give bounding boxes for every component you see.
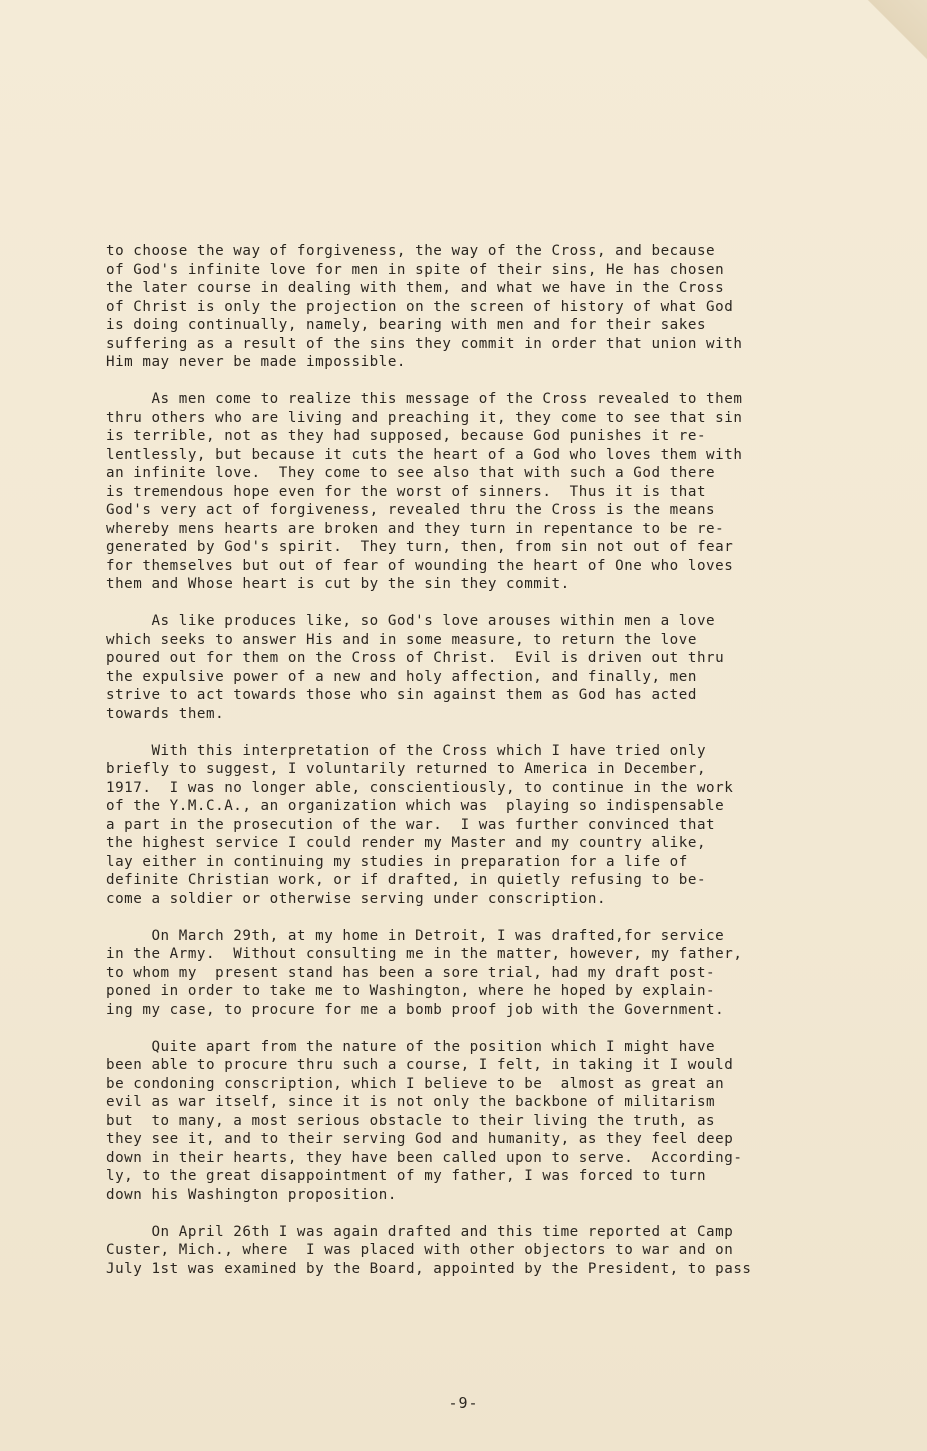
paragraph-2: As men come to realize this message of the Cross revealed to them thru others who are living and preaching it, they come to see that sin is terrible, not as they had supposed, because God punishes it re- lentlessly, but because it cuts the heart of a God who loves them with an infinite love. They come to see also that with such a God there is tremendous hope even for the worst of sinners. Thus it is that God's very act of forgiveness, revealed thru the Cross is the means whereby mens hearts are broken and they turn in repentance to be re- generated by God's spirit. They turn, then, from sin not out of fear for themselves but out of fear of wounding the heart of One who loves them and Whose heart is cut by the sin they commit.	[106, 391, 743, 592]
paragraph-1: to choose the way of forgiveness, the way of the Cross, and because of God's infinite love for men in spite of their sins, He has chosen the later course in dealing with them, and what we have in the Cross of Christ is only the projection on the screen of history of what God is doing continually, namely, bearing with men and for their sakes suffering as a result of the sins they commit in order that union with Him may never be made impossible.	[106, 243, 743, 370]
page-number: -9-	[448, 1394, 479, 1412]
page-corner-fold	[867, 0, 927, 70]
paragraph-7: On April 26th I was again drafted and this time reported at Camp Custer, Mich., where I was placed with other objectors to war and on July 1st was examined by the Board, appointed by the President, to pass	[106, 1223, 752, 1277]
paragraph-4: With this interpretation of the Cross which I have tried only briefly to suggest, I voluntarily returned to America in December, 1917. I was no longer able, conscientiously, to continue in the work of the Y.M.C.A., an organization which was playing so indispensable a part in the prosecution of the war. I was further convinced that the highest service I could render my Master and my country alike, lay either in continuing my studies in preparation for a life of definite Christian work, or if drafted, in quietly refusing to be- come a soldier or otherwise serving under conscription.	[106, 742, 734, 907]
paragraph-5: On March 29th, at my home in Detroit, I was drafted,for service in the Army. Without consulting me in the matter, however, my father, to whom my present stand has been a sore trial, had my draft post- poned in order to take me to Washington, where he hoped by explain- ing my case, to procure for me a bomb proof job with the Government.	[106, 927, 743, 1018]
paragraph-6: Quite apart from the nature of the position which I might have been able to procure thru such a course, I felt, in taking it I would be condoning conscription, which I believe to be almost as great an evil as war itself, since it is not only the backbone of militarism but to many, a most serious obstacle to their living the truth, as they see it, and to their serving God and humanity, as they feel deep down in their hearts, they have been called upon to serve. According- ly, to the great disappointment of my father, I was forced to turn down his Washington proposition.	[106, 1038, 743, 1203]
body-text	[106, 242, 898, 1297]
paragraph-3: As like produces like, so God's love arouses within men a love which seeks to answer His and in some measure, to return the love poured out for them on the Cross of Christ. Evil is driven out thru the expulsive power of a new and holy affection, and finally, men strive to act towards those who sin against them as God has acted towards them.	[106, 613, 725, 722]
